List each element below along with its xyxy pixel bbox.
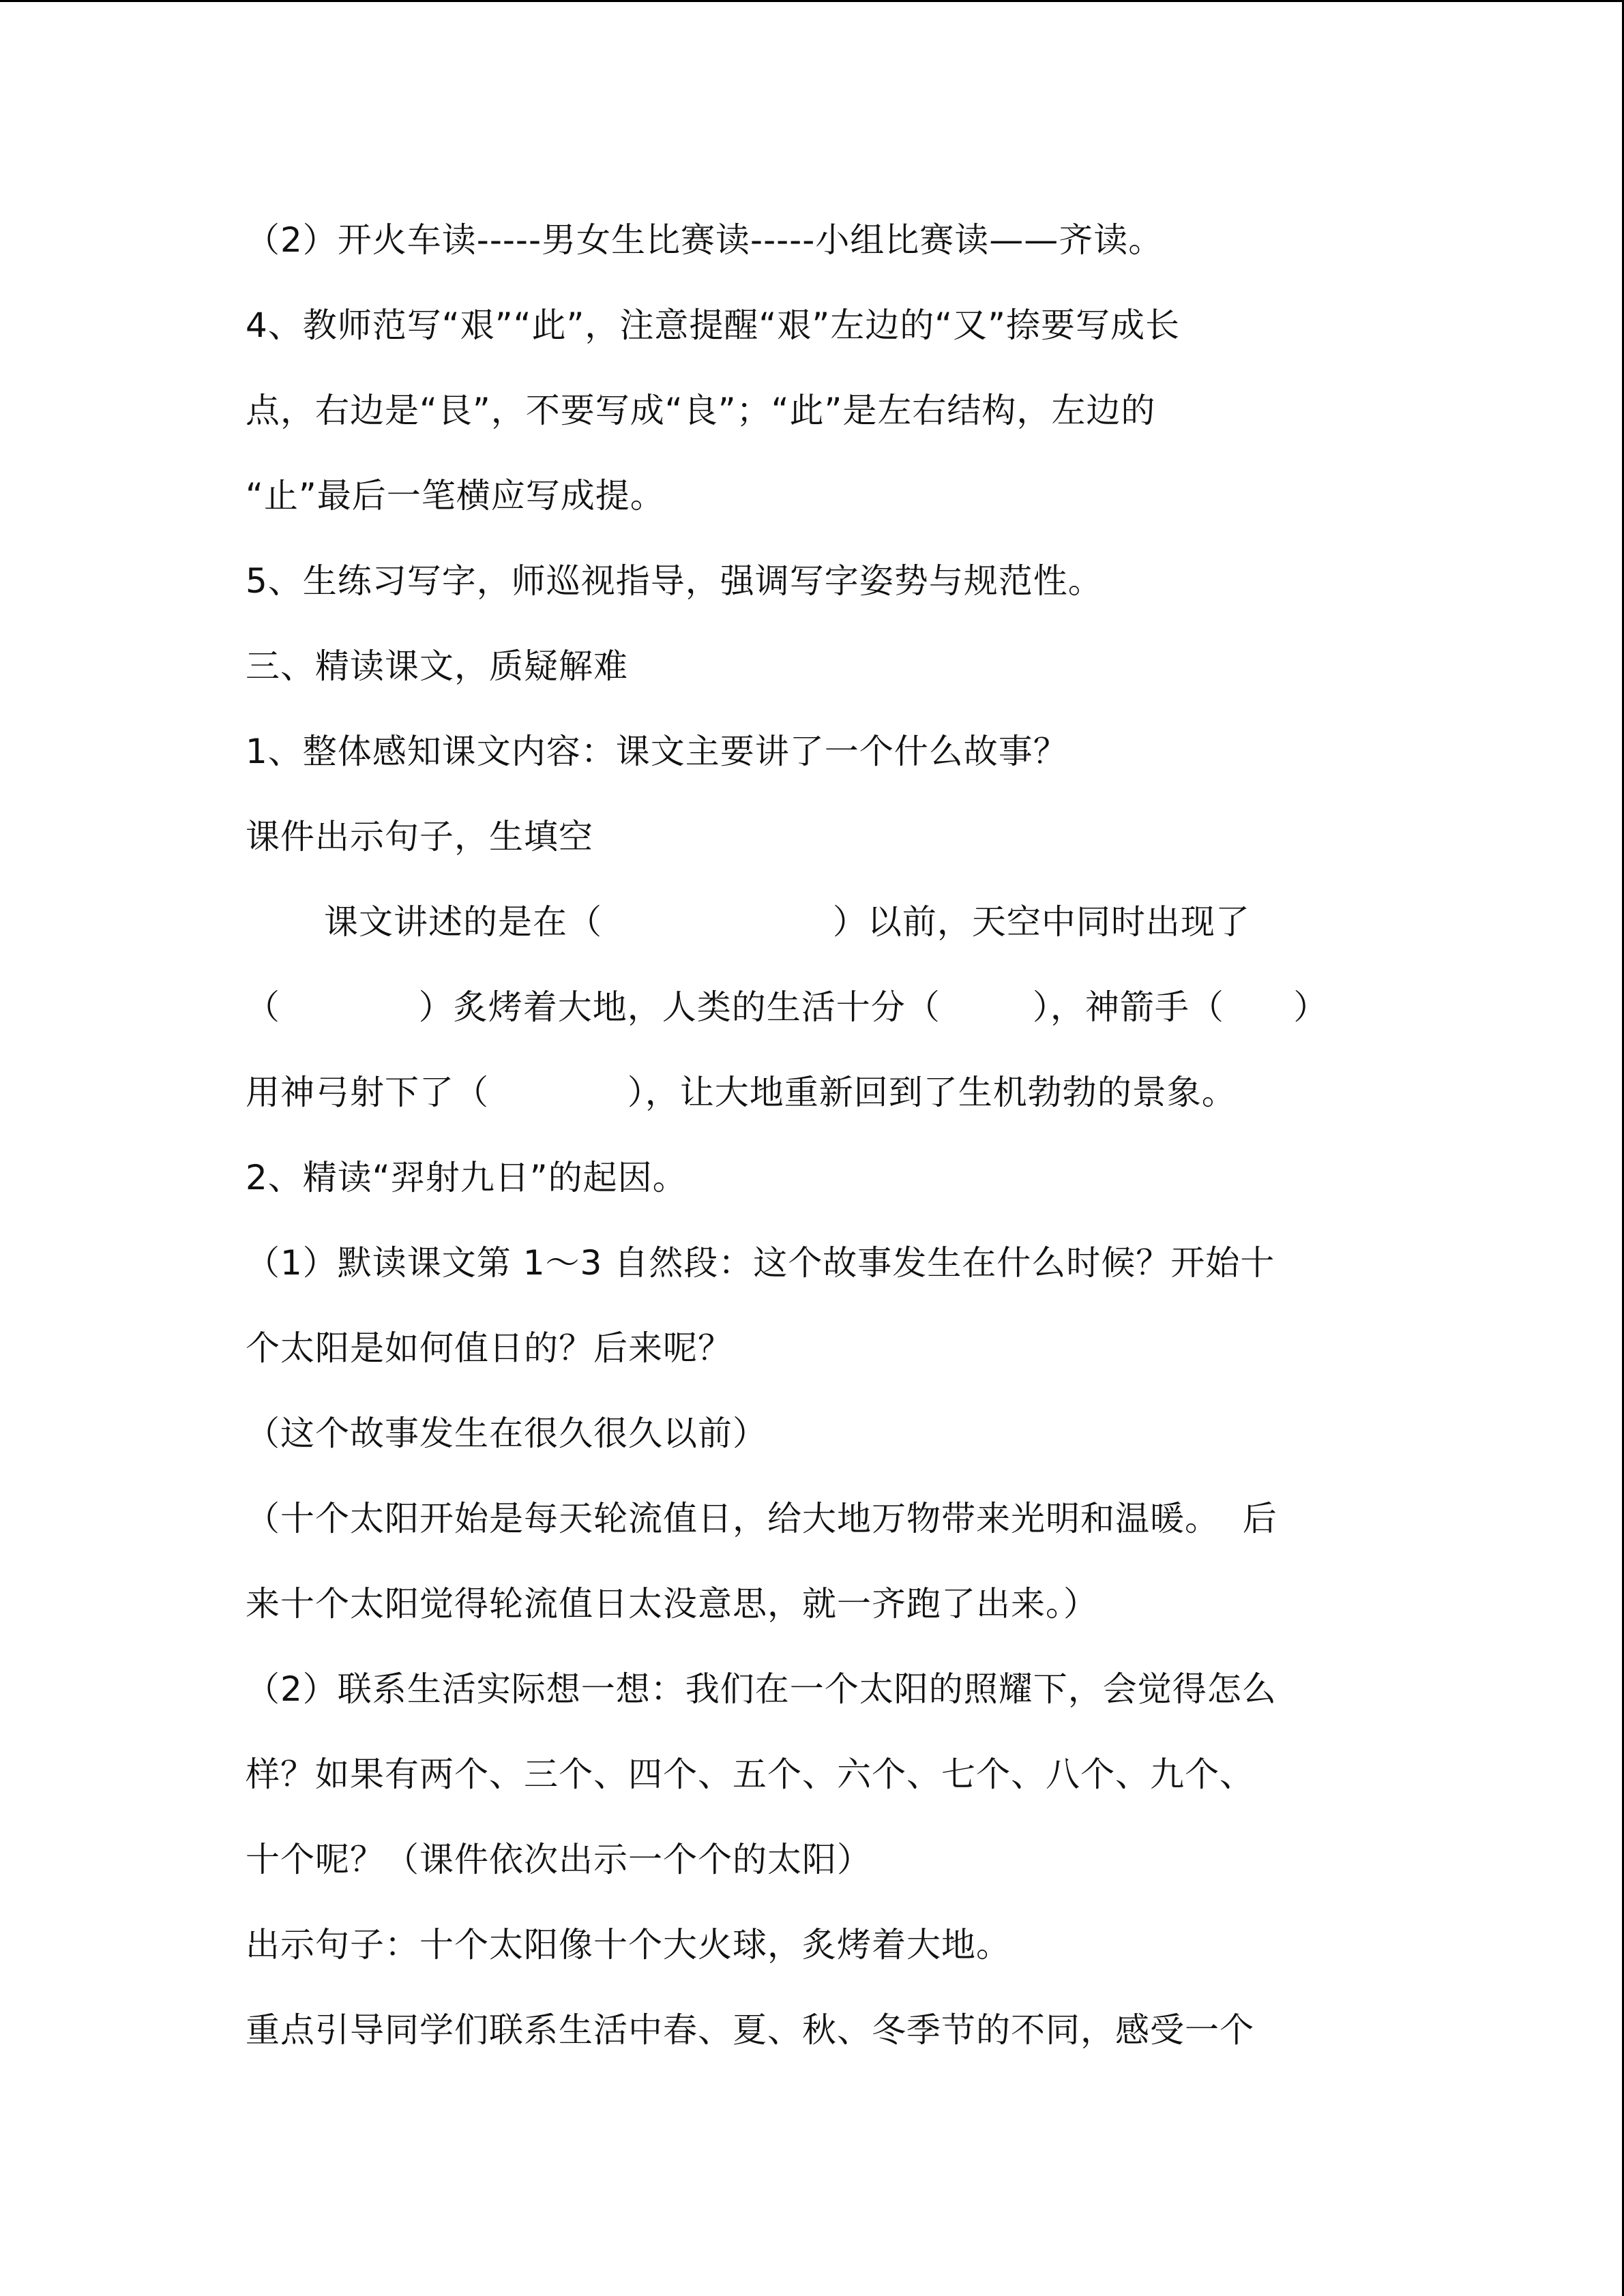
text-line-19: 样？如果有两个、三个、四个、五个、六个、七个、八个、九个、 (246, 1755, 1254, 1794)
text-line-5: 5、生练习写字，师巡视指导，强调写字姿势与规范性。 (246, 561, 1103, 601)
page-top-border (0, 0, 1624, 2)
text-line-17: 来十个太阳觉得轮流值日太没意思，就一齐跑了出来。） (246, 1584, 1098, 1624)
text-line-21: 出示句子：十个太阳像十个大火球，炙烤着大地。 (246, 1925, 1011, 1965)
text-line-20: 十个呢？（课件依次出示一个个的太阳） (246, 1840, 872, 1879)
section-heading-3: 三、精读课文，质疑解难 (246, 646, 628, 686)
text-line-2: 4、教师范写“艰”“此”，注意提醒“艰”左边的“又”捺要写成长 (246, 305, 1181, 345)
text-line-15: （这个故事发生在很久很久以前） (246, 1414, 767, 1453)
text-line-3: 点，右边是“艮”，不要写成“良”；“此”是左右结构，左边的 (246, 391, 1156, 430)
text-line-18: （2）联系生活实际想一想：我们在一个太阳的照耀下，会觉得怎么 (246, 1669, 1277, 1709)
fill-blank-line-3: 用神弓射下了（ ），让大地重新回到了生机勃勃的景象。 (246, 1073, 1237, 1112)
fill-blank-line-2: （ ）炙烤着大地，人类的生活十分（ ），神箭手（ ） (246, 987, 1329, 1027)
fill-blank-line-1: 课文讲述的是在（ ）以前，天空中同时出现了 (324, 902, 1250, 942)
text-line-22: 重点引导同学们联系生活中春、夏、秋、冬季节的不同，感受一个 (246, 2010, 1254, 2050)
text-line-7: 1、整体感知课文内容：课文主要讲了一个什么故事？ (246, 732, 1068, 771)
text-line-1: （2）开火车读-----男女生比赛读-----小组比赛读——齐读。 (246, 220, 1164, 260)
text-line-13: （1）默读课文第 1～3 自然段：这个故事发生在什么时候？开始十 (246, 1243, 1275, 1283)
text-line-14: 个太阳是如何值日的？后来呢？ (246, 1328, 733, 1368)
text-line-8: 课件出示句子，生填空 (246, 817, 593, 856)
document-body (246, 198, 1391, 2073)
text-line-12: 2、精读“羿射九日”的起因。 (246, 1158, 688, 1197)
text-line-16: （十个太阳开始是每天轮流值日，给大地万物带来光明和温暖。 后 (246, 1499, 1278, 1538)
text-line-4: “止”最后一笔横应写成提。 (246, 476, 665, 516)
